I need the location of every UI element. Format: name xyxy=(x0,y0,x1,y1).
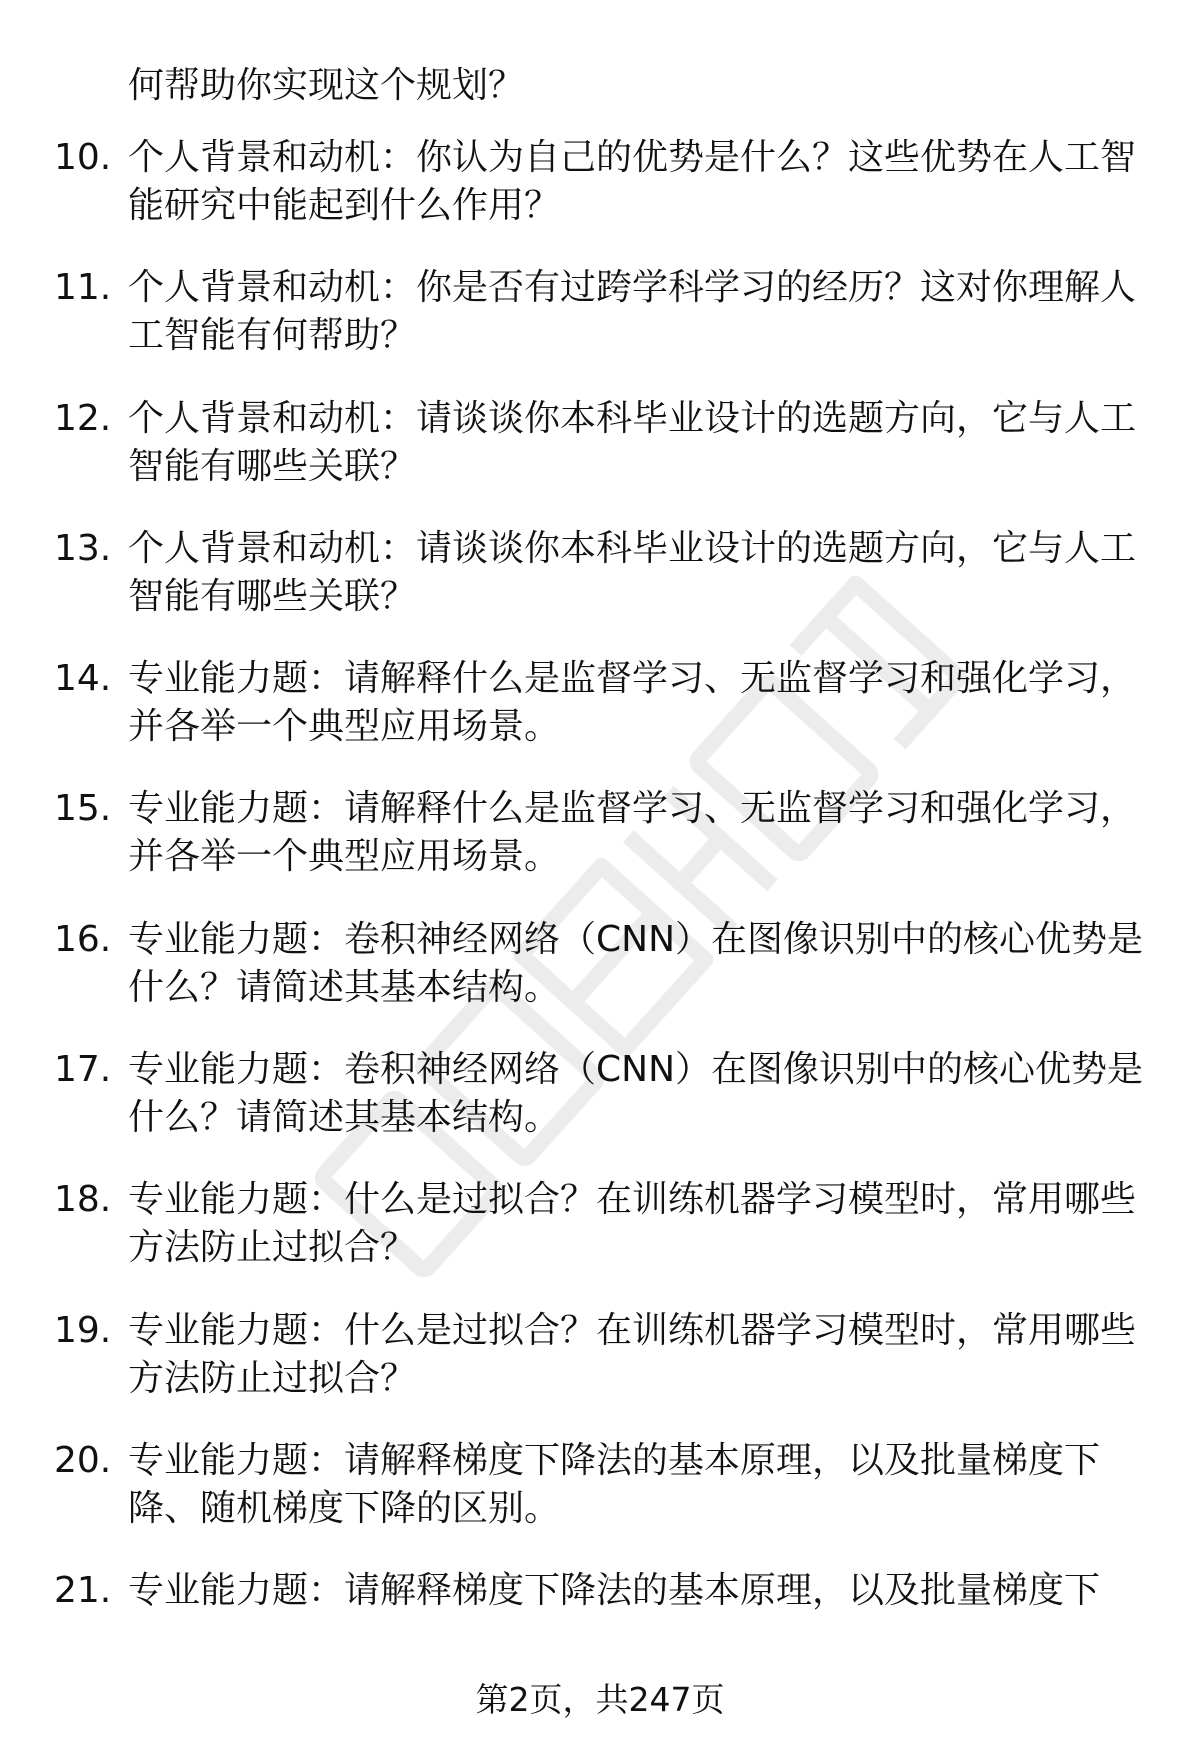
question-item xyxy=(0,785,1200,881)
question-text-line-2: 并各举一个典型应用场景。 xyxy=(128,836,561,878)
page-footer: 第2页，共247页 xyxy=(475,1680,725,1719)
question-text-line-1: 专业能力题：什么是过拟合？在训练机器学习模型时，常用哪些 xyxy=(128,1179,1137,1221)
question-item xyxy=(0,655,1200,751)
question-text-line-1: 专业能力题：卷积神经网络（CNN）在图像识别中的核心优势是 xyxy=(128,918,1143,960)
question-number: 19. xyxy=(54,1309,112,1351)
question-text-line-1: 专业能力题：什么是过拟合？在训练机器学习模型时，常用哪些 xyxy=(128,1309,1137,1351)
question-item xyxy=(0,134,1200,230)
question-item xyxy=(0,1307,1200,1403)
question-text-line-2: 什么？请简述其基本结构。 xyxy=(128,966,561,1008)
question-number: 18. xyxy=(54,1179,112,1221)
question-text-line-1: 个人背景和动机：你认为自己的优势是什么？这些优势在人工智 xyxy=(128,137,1137,178)
question-item xyxy=(0,1567,1200,1663)
question-list xyxy=(0,134,1200,1698)
question-number: 17. xyxy=(54,1049,112,1091)
question-text-line-2: 降、随机梯度下降的区别。 xyxy=(128,1487,561,1529)
question-text-line-2: 智能有哪些关联？ xyxy=(128,575,417,617)
question-text-line-1: 个人背景和动机：请谈谈你本科毕业设计的选题方向，它与人工 xyxy=(128,527,1137,569)
question-number: 15. xyxy=(54,788,112,830)
question-text-line-1: 专业能力题：请解释什么是监督学习、无监督学习和强化学习， xyxy=(128,658,1137,700)
question-text-line-1: 专业能力题：请解释梯度下降法的基本原理，以及批量梯度下 xyxy=(128,1570,1101,1612)
question-text-line-2: 并各举一个典型应用场景。 xyxy=(128,706,561,748)
question-number: 12. xyxy=(54,397,112,439)
question-item xyxy=(0,1437,1200,1533)
question-item xyxy=(0,1046,1200,1142)
question-text-line-1: 专业能力题：请解释什么是监督学习、无监督学习和强化学习， xyxy=(128,788,1137,830)
question-text-line-1: 专业能力题：请解释梯度下降法的基本原理，以及批量梯度下 xyxy=(128,1439,1101,1481)
question-number: 16. xyxy=(54,918,112,960)
question-text-line-2: 什么？请简述其基本结构。 xyxy=(128,1097,561,1139)
question-item xyxy=(0,395,1200,491)
question-number: 21. xyxy=(54,1570,112,1612)
question-item xyxy=(0,1176,1200,1272)
question-item xyxy=(0,525,1200,621)
question-number: 20. xyxy=(54,1439,112,1481)
question-text-line-2: 方法防止过拟合？ xyxy=(128,1357,417,1399)
question-text-line-1: 个人背景和动机：你是否有过跨学科学习的经历？这对你理解人 xyxy=(128,267,1137,309)
continued-question-line: 何帮助你实现这个规划？ xyxy=(128,65,525,106)
question-text-line-2: 能研究中能起到什么作用？ xyxy=(128,185,561,226)
question-item xyxy=(0,264,1200,360)
question-number: 11. xyxy=(54,267,112,309)
question-text-line-2: 方法防止过拟合？ xyxy=(128,1227,417,1269)
question-number: 13. xyxy=(54,527,112,569)
question-text-line-1: 个人背景和动机：请谈谈你本科毕业设计的选题方向，它与人工 xyxy=(128,397,1137,439)
question-number: 10. xyxy=(54,137,112,178)
question-text-line-2: 工智能有何帮助？ xyxy=(128,315,417,357)
question-item xyxy=(0,916,1200,1012)
question-text-line-1: 专业能力题：卷积神经网络（CNN）在图像识别中的核心优势是 xyxy=(128,1049,1143,1091)
question-text-line-2: 智能有哪些关联？ xyxy=(128,445,417,487)
question-number: 14. xyxy=(54,658,112,700)
